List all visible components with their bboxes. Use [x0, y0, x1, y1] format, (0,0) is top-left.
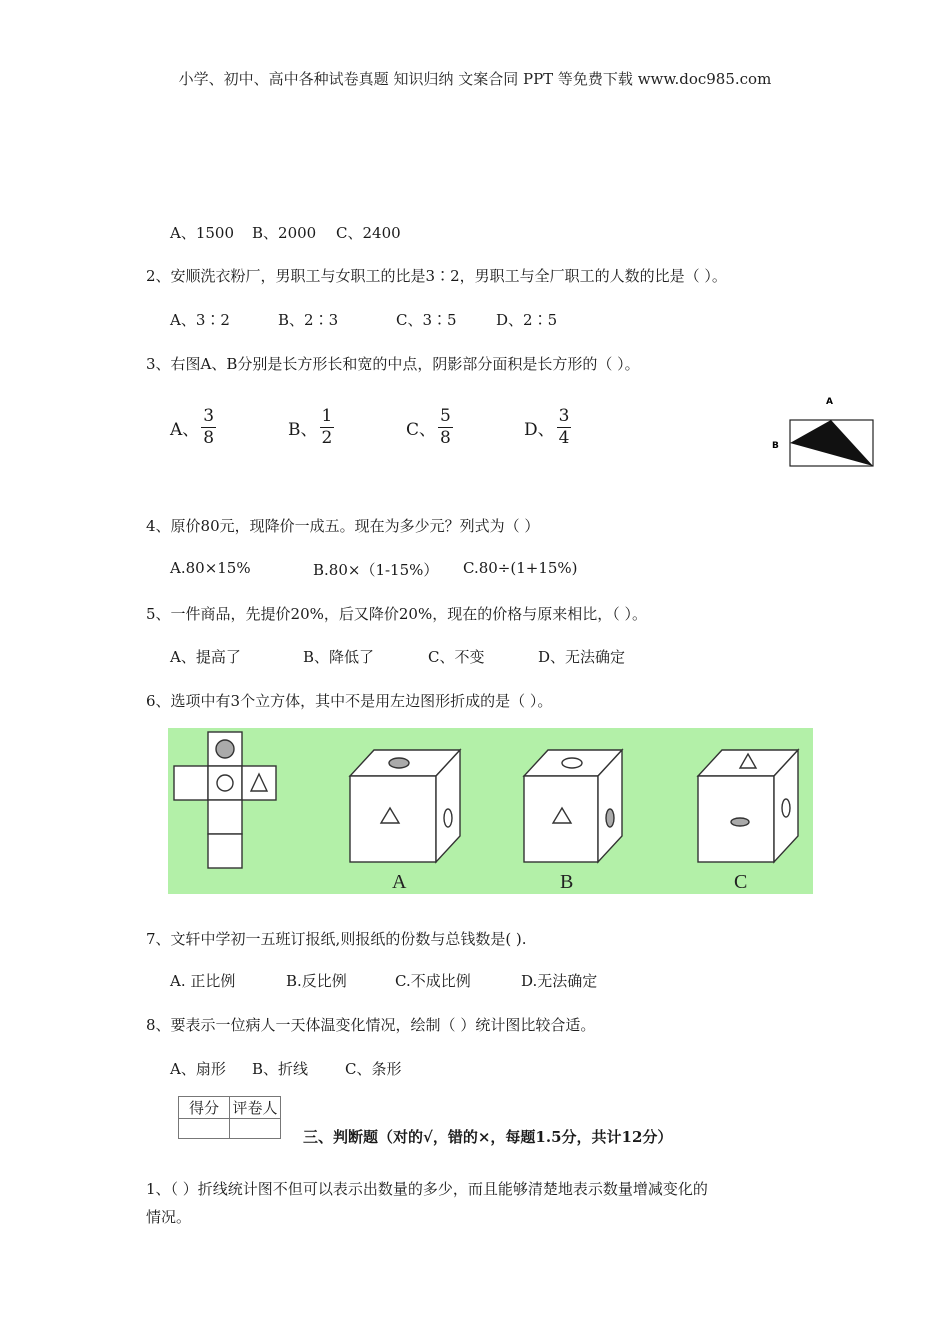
q3-option-a-label: A、 — [170, 420, 200, 440]
q3-option-a — [170, 408, 216, 447]
q2-option-d: D、2∶5 — [496, 311, 558, 329]
q2-option-a: A、3∶2 — [170, 311, 230, 329]
cube-b-label: B — [560, 871, 574, 893]
grader-header: 评卷人 — [230, 1097, 281, 1119]
page-header: 小学、初中、高中各种试卷真题 知识归纳 文案合同 PPT 等免费下载 www.doc985.com — [178, 70, 772, 88]
section-3-title: 三、判断题（对的√，错的×，每题1.5分，共计12分） — [303, 1128, 673, 1146]
q7-option-d: D.无法确定 — [521, 972, 598, 990]
q3-option-d-numerator: 3 — [558, 406, 570, 426]
question-7: 7、文轩中学初一五班订报纸,则报纸的份数与总钱数是( ). — [146, 930, 527, 948]
q3-option-a-numerator: 3 — [203, 406, 215, 426]
q3-option-d-denominator: 4 — [558, 428, 570, 448]
q3-option-a-fraction — [201, 408, 216, 447]
cube-a-label: A — [392, 871, 407, 893]
q1-option-a: A、1500 — [170, 224, 235, 242]
question-4: 4、原价80元，现降价一成五。现在为多少元？列式为（ ） — [146, 517, 540, 535]
net-face-lower — [208, 800, 242, 834]
section-3-question-1-line-1: 1、（ ）折线统计图不但可以表示出数量的多少，而且能够清楚地表示数量增减变化的 — [146, 1180, 708, 1198]
q3-option-a-denominator: 8 — [203, 428, 215, 448]
question-3: 3、右图A、B分别是长方形长和宽的中点，阴影部分面积是长方形的（ ）。 — [146, 355, 640, 373]
cube-figure-panel — [168, 728, 813, 894]
score-table-blank-row — [179, 1119, 281, 1139]
cube-a-side-circle-icon — [444, 809, 452, 827]
question-5: 5、一件商品，先提价20%，后又降价20%，现在的价格与原来相比，（ ）。 — [146, 605, 647, 623]
question-8: 8、要表示一位病人一天体温变化情况，绘制（ ）统计图比较合适。 — [146, 1016, 596, 1034]
cube-c-front-oval-icon — [731, 818, 749, 826]
cube-figures-svg — [168, 728, 813, 894]
q5-option-b: B、降低了 — [303, 648, 375, 666]
cube-c-side-oval-icon — [782, 799, 790, 817]
score-cell[interactable] — [179, 1119, 230, 1139]
q3-option-b-label: B、 — [288, 420, 318, 440]
score-table-header-row — [179, 1097, 281, 1119]
score-table — [178, 1096, 281, 1139]
q3-option-c-numerator: 5 — [440, 406, 451, 426]
circle-icon — [217, 775, 233, 791]
q3-option-c-fraction — [438, 408, 453, 447]
q4-option-a: A.80×15% — [170, 559, 251, 577]
q4-option-b: B.80×（1-15%） — [313, 561, 439, 579]
filled-circle-icon — [216, 740, 234, 758]
cube-b-side-oval-icon — [606, 809, 614, 827]
rectangle-triangle-figure — [768, 395, 878, 470]
cube-c-label: C — [734, 871, 748, 893]
q4-option-c: C.80÷(1+15%) — [463, 559, 578, 577]
net-face-bottom — [208, 834, 242, 868]
section-3-question-1-line-2: 情况。 — [146, 1208, 192, 1226]
q3-option-b-denominator: 2 — [321, 428, 333, 448]
q3-option-b-numerator: 1 — [321, 406, 333, 426]
q3-option-b-fraction — [320, 408, 335, 447]
cube-c — [698, 750, 798, 862]
q3-option-c — [406, 408, 453, 447]
cube-a-top-oval-icon — [389, 758, 409, 768]
q3-option-c-label: C、 — [406, 420, 437, 440]
q8-option-a: A、扇形 — [170, 1060, 226, 1078]
q3-option-c-denominator: 8 — [440, 428, 451, 448]
q7-option-c: C.不成比例 — [395, 972, 471, 990]
figure-label-b: B — [772, 441, 779, 451]
q3-option-d-fraction — [557, 408, 572, 447]
cube-b-top-oval-icon — [562, 758, 582, 768]
q3-option-d — [524, 408, 571, 447]
cube-a — [350, 750, 460, 862]
net-face-left — [174, 766, 208, 800]
question-6: 6、选项中有3个立方体，其中不是用左边图形折成的是（ ）。 — [146, 692, 553, 710]
figure-label-a: A — [826, 397, 833, 407]
q5-option-a: A、提高了 — [170, 648, 241, 666]
question-2: 2、安顺洗衣粉厂，男职工与女职工的比是3∶2，男职工与全厂职工的人数的比是（ ）。 — [146, 267, 727, 285]
q8-option-b: B、折线 — [252, 1060, 309, 1078]
q2-option-b: B、2∶3 — [278, 311, 339, 329]
q3-option-d-label: D、 — [524, 420, 555, 440]
q3-option-b — [288, 408, 334, 447]
q5-option-d: D、无法确定 — [538, 648, 626, 666]
cube-net — [174, 732, 276, 868]
q1-option-b: B、2000 — [252, 224, 317, 242]
q5-option-c: C、不变 — [428, 648, 485, 666]
q7-option-a: A. 正比例 — [170, 972, 236, 990]
q8-option-c: C、条形 — [345, 1060, 402, 1078]
grader-cell[interactable] — [230, 1119, 281, 1139]
q7-option-b: B.反比例 — [286, 972, 347, 990]
q1-option-c: C、2400 — [336, 224, 401, 242]
cube-b — [524, 750, 622, 862]
score-header: 得分 — [179, 1097, 230, 1119]
q2-option-c: C、3∶5 — [396, 311, 457, 329]
